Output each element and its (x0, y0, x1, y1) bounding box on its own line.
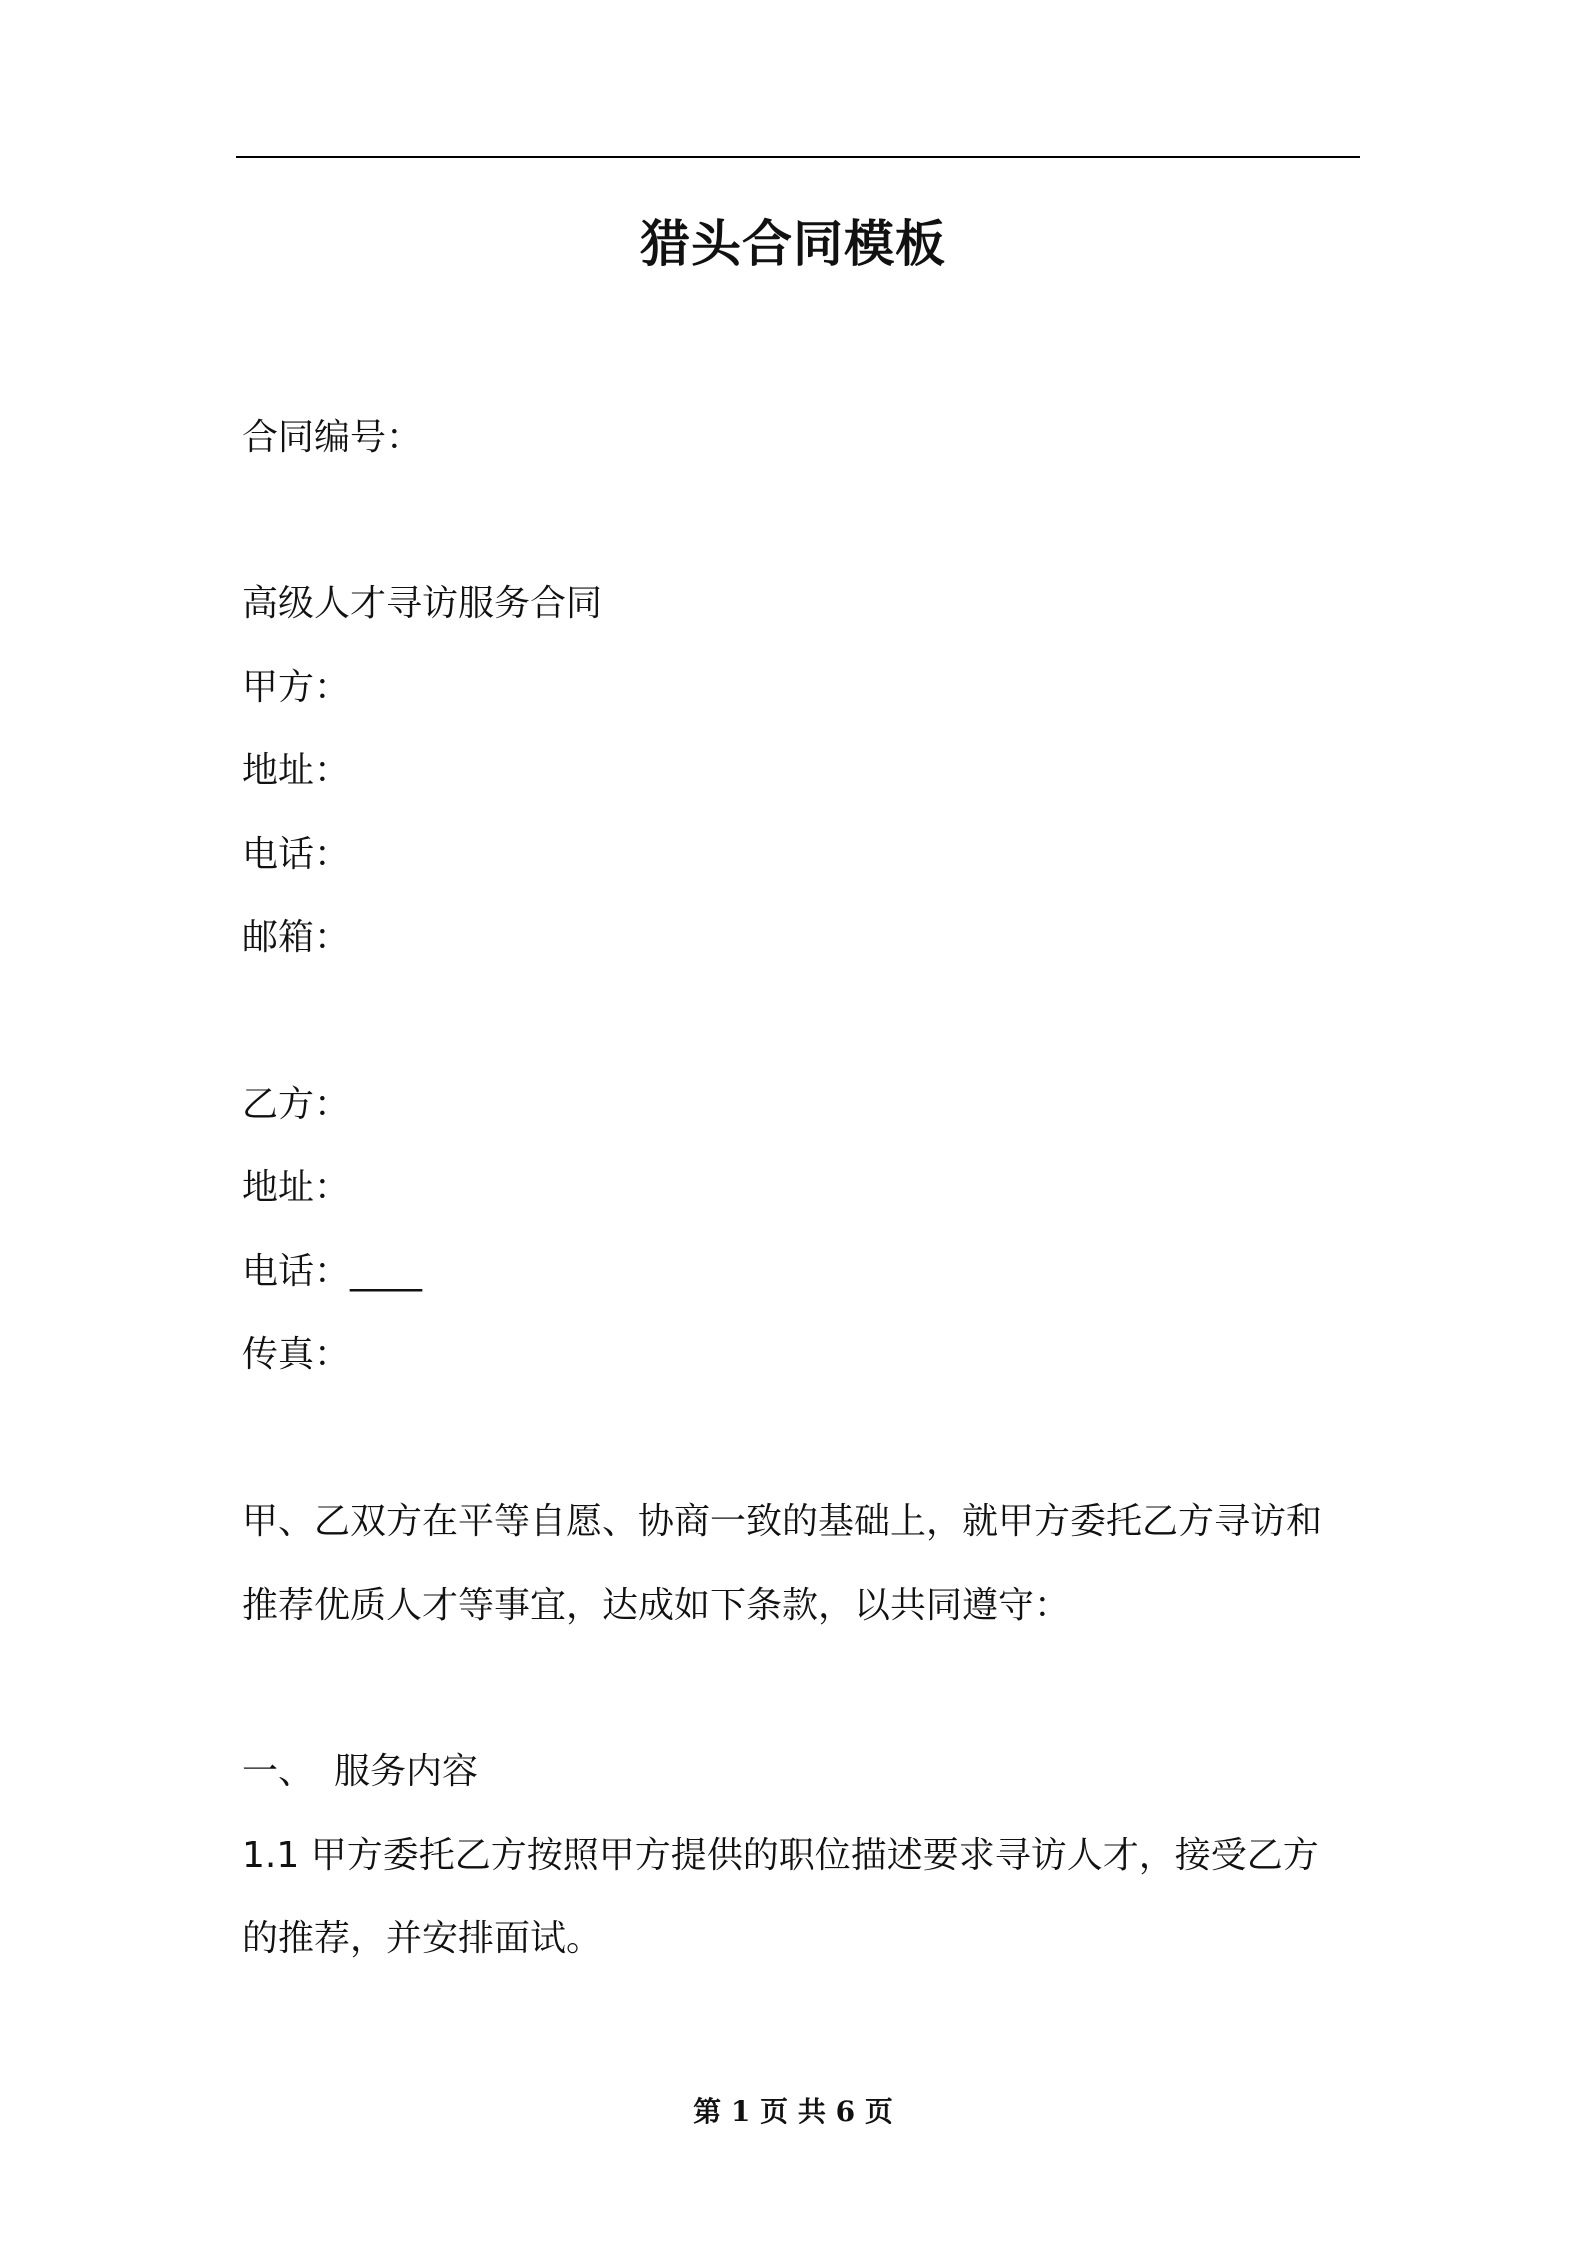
document-title: 猎头合同模板 (640, 215, 946, 273)
header-rule (236, 156, 1360, 158)
contract-name: 高级人才寻访服务合同 (242, 583, 603, 624)
party-b-fax-label: 传真： (242, 1334, 351, 1375)
section-1-number: 一、 (242, 1751, 315, 1792)
section-1-title: 服务内容 (334, 1751, 479, 1792)
clause-1-1-line-1: 1.1 甲方委托乙方按照甲方提供的职位描述要求寻访人才，接受乙方 (242, 1835, 1319, 1876)
party-b-address-label: 地址： (242, 1167, 351, 1208)
party-a-label: 甲方： (242, 667, 351, 708)
preamble-line-2: 推荐优质人才等事宜，达成如下条款，以共同遵守： (242, 1585, 1071, 1626)
preamble-line-1: 甲、乙双方在平等自愿、协商一致的基础上，就甲方委托乙方寻访和 (242, 1501, 1323, 1542)
party-b-label: 乙方： (242, 1084, 351, 1125)
page-footer: 第 1 页 共 6 页 (693, 2095, 893, 2128)
clause-1-1-line-2: 的推荐，并安排面试。 (242, 1918, 603, 1959)
contract-number-label: 合同编号： (242, 417, 423, 458)
section-1-heading (242, 1748, 478, 1796)
party-a-phone-label: 电话： (242, 834, 351, 875)
party-a-address-label: 地址： (242, 750, 351, 791)
party-b-phone-label: 电话：____ (242, 1251, 423, 1292)
party-a-email-label: 邮箱： (242, 917, 351, 958)
